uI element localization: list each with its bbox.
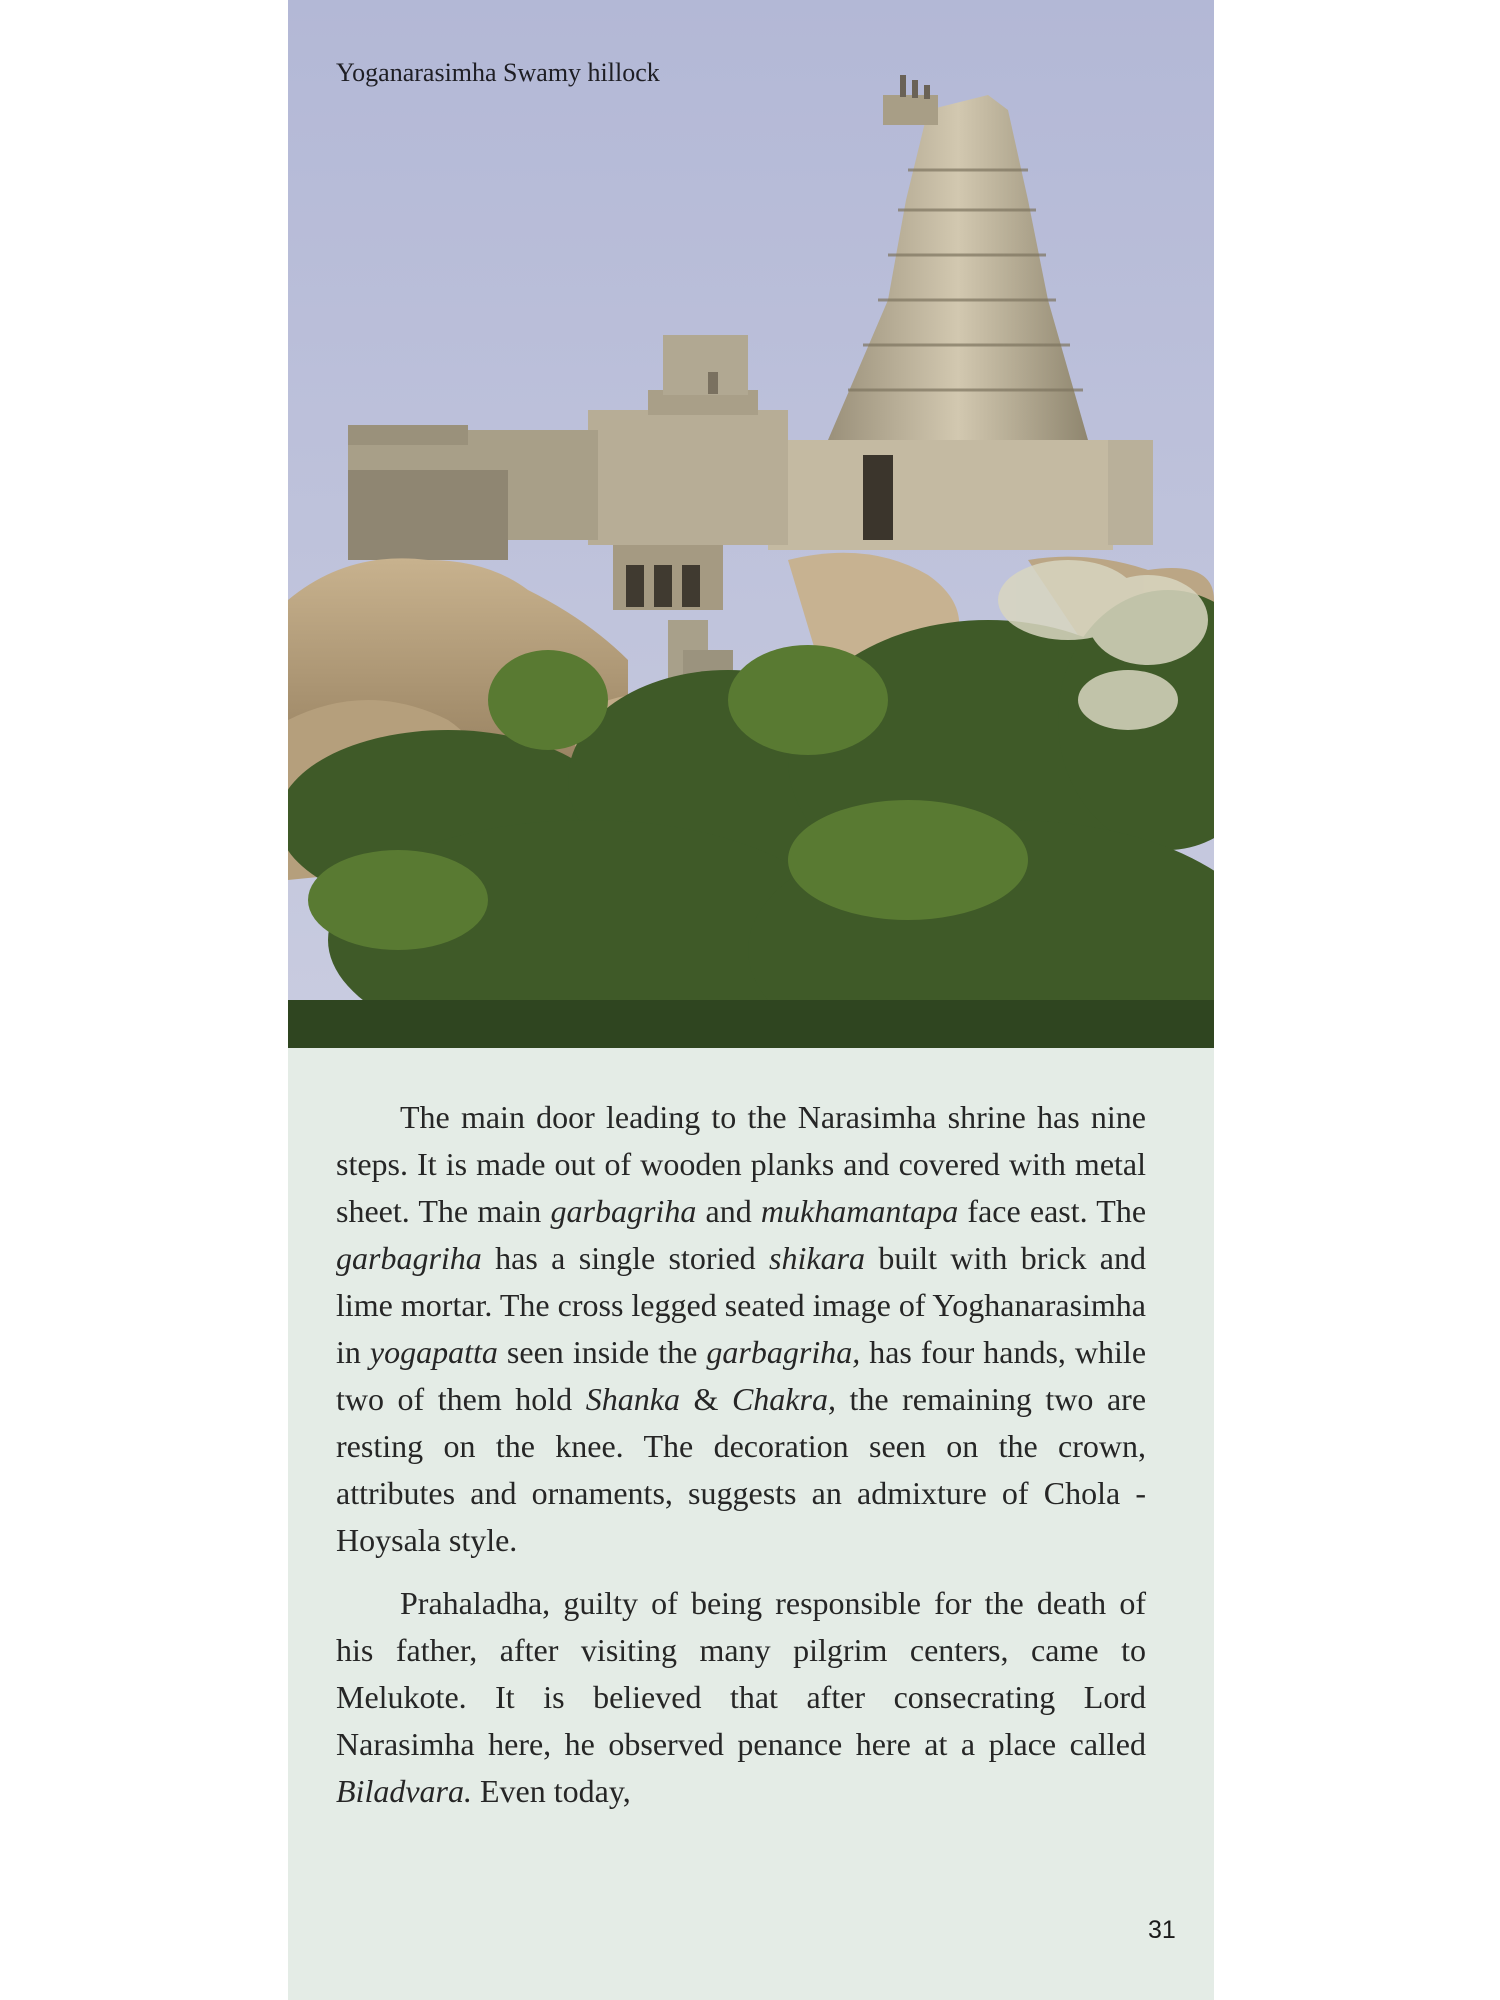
text-run: has a single storied (481, 1240, 770, 1276)
text-run: The main door leading to the Narasimha shrine has nine steps. It is made out of wooden planks and covered with metal sheet. The main (336, 1099, 1146, 1229)
text-run: built with brick and lime mortar. The cross legged seated image of Yoghanarasimha in (336, 1240, 1147, 1370)
text-run: seen inside the (497, 1334, 707, 1370)
text-run: the remaining two are resting on the knee. The decoration seen on the crown, attributes and ornaments, suggests an admixture of Chola - Hoysala style. (336, 1381, 1147, 1558)
text-run: and (696, 1193, 761, 1229)
italic-term: garbagriha (336, 1240, 482, 1276)
text-run: has four hands, while two of them hold (336, 1334, 1147, 1417)
italic-term: Shanka (585, 1381, 680, 1417)
text-run: Prahaladha, guilty of being responsible for the death of his father, after visiting many pilgrim centers, came to Melukote. It is believed that after consecrating Lord Narasimha here, he observed penance here at a place called (336, 1585, 1146, 1762)
italic-term: mukhamantapa (760, 1193, 959, 1229)
photo-caption: Yoganarasimha Swamy hillock (336, 58, 660, 87)
italic-term: garbagriha, (706, 1334, 861, 1370)
paragraph-1 (336, 1094, 1146, 1564)
text-run: Even today, (471, 1773, 631, 1809)
italic-term: Chakra, (731, 1381, 836, 1417)
italic-term: Biladvara. (336, 1773, 472, 1809)
text-run: & (679, 1381, 732, 1417)
book-page (288, 0, 1214, 2000)
body-text (336, 1094, 1146, 1831)
page-number: 31 (1148, 1916, 1176, 1944)
italic-term: garbagriha (550, 1193, 697, 1229)
italic-term: shikara (769, 1240, 866, 1276)
temple-photo (288, 0, 1214, 1048)
italic-term: yogapatta (369, 1334, 498, 1370)
text-run: face east. The (958, 1193, 1147, 1229)
paragraph-2 (336, 1580, 1146, 1815)
temple-hillock-illustration (288, 0, 1214, 1048)
